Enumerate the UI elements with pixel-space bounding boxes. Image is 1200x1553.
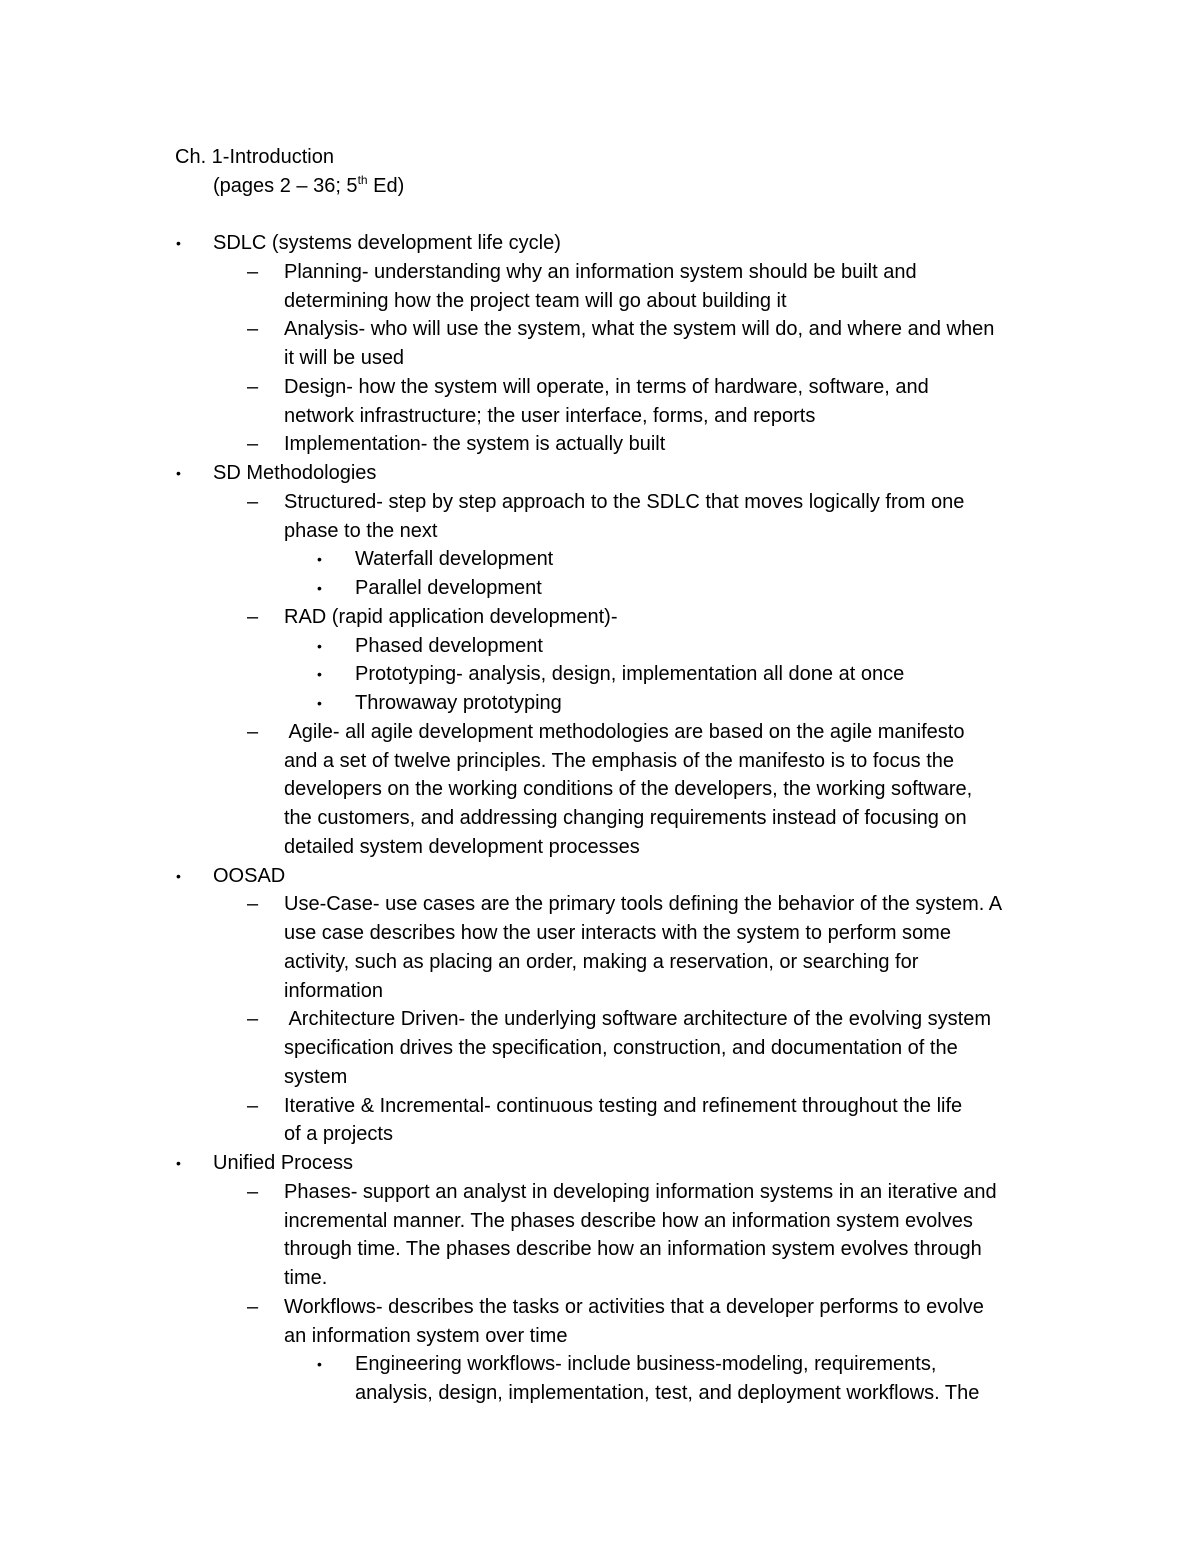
outline-text: Unified Process xyxy=(213,1152,354,1174)
outline-text: of a projects xyxy=(284,1123,393,1146)
outline-line xyxy=(0,977,1200,1006)
outline-line xyxy=(0,747,1200,776)
outline-line xyxy=(0,718,1200,747)
dash-marker: – xyxy=(247,260,259,283)
outline-line xyxy=(0,1063,1200,1092)
outline-text: Throwaway prototyping xyxy=(355,692,562,714)
dash-marker: – xyxy=(247,1094,259,1117)
outline-text: activity, such as placing an order, making a reservation, or searching for xyxy=(284,950,919,973)
outline-line xyxy=(0,804,1200,833)
outline-line xyxy=(0,287,1200,316)
outline-line xyxy=(0,1092,1200,1121)
outline-text: Architecture Driven- the underlying software architecture of the evolving system xyxy=(284,1008,991,1031)
outline-text: Engineering workflows- include business-modeling, requirements, xyxy=(355,1353,937,1376)
bullet-marker: • xyxy=(176,867,181,884)
bullet-marker: • xyxy=(176,235,181,251)
outline-line xyxy=(0,1149,1200,1178)
outline-text: RAD (rapid application development)- xyxy=(284,605,618,628)
outline-line xyxy=(0,1178,1200,1207)
outline-text: detailed system development processes xyxy=(284,835,640,858)
outline-text: use case describes how the user interacts with the system to perform some xyxy=(284,922,951,944)
outline-line xyxy=(0,1005,1200,1034)
bullet-marker: • xyxy=(317,580,322,596)
bullet-marker: • xyxy=(317,637,322,654)
outline-text: developers on the working conditions of the developers, the working software, xyxy=(284,778,973,801)
subtitle-text: (pages 2 – 36; 5 xyxy=(213,175,358,197)
bullet-marker: • xyxy=(317,666,322,683)
outline-line xyxy=(0,775,1200,804)
outline-text: Planning- understanding why an information system should be built and xyxy=(284,260,917,283)
dash-marker: – xyxy=(247,375,259,398)
document-title: Ch. 1-Introduction xyxy=(175,146,334,168)
outline-line xyxy=(0,660,1200,689)
dash-marker: – xyxy=(247,605,259,628)
outline-text: SDLC (systems development life cycle) xyxy=(213,232,561,254)
outline-text: through time. The phases describe how an information system evolves through xyxy=(284,1238,982,1261)
outline-line xyxy=(0,1293,1200,1322)
outline-line xyxy=(0,833,1200,862)
outline-line xyxy=(0,344,1200,373)
outline-line xyxy=(0,948,1200,977)
outline-text: Analysis- who will use the system, what the system will do, and where and when xyxy=(284,318,995,341)
outline-line xyxy=(0,1322,1200,1351)
outline-line xyxy=(0,603,1200,632)
outline-text: Implementation- the system is actually built xyxy=(284,433,666,456)
dash-marker: – xyxy=(247,893,259,916)
subtitle-edition: Ed) xyxy=(367,175,405,197)
bullet-marker: • xyxy=(317,1356,322,1373)
dash-marker: – xyxy=(247,318,259,341)
outline-line xyxy=(0,430,1200,459)
outline-text: an information system over time xyxy=(284,1324,568,1347)
outline-text: determining how the project team will go about building it xyxy=(284,289,787,312)
document-subtitle xyxy=(213,172,404,201)
outline-line xyxy=(0,1264,1200,1293)
outline-text: system xyxy=(284,1065,348,1088)
outline-text: and a set of twelve principles. The emphasis of the manifesto is to focus the xyxy=(284,749,954,772)
outline-line xyxy=(0,1207,1200,1236)
outline-text: it will be used xyxy=(284,347,405,369)
outline-line xyxy=(0,315,1200,344)
outline-text: Structured- step by step approach to the SDLC that moves logically from one xyxy=(284,490,965,513)
outline-text: Phases- support an analyst in developing information systems in an iterative and xyxy=(284,1180,997,1203)
outline-line xyxy=(0,1350,1200,1379)
outline-line xyxy=(0,890,1200,919)
bullet-marker: • xyxy=(176,465,181,481)
outline-text: information xyxy=(284,979,383,1002)
outline-line xyxy=(0,1235,1200,1264)
outline-text: specification drives the specification, construction, and documentation of the xyxy=(284,1037,958,1059)
outline-text: incremental manner. The phases describe how an information system evolves xyxy=(284,1209,973,1232)
outline-text: Design- how the system will operate, in terms of hardware, software, and xyxy=(284,375,929,398)
outline-text: OOSAD xyxy=(213,864,286,887)
outline-line xyxy=(0,919,1200,948)
outline-line xyxy=(0,488,1200,517)
outline-text: Workflows- describes the tasks or activities that a developer performs to evolve xyxy=(284,1295,984,1318)
outline-text: phase to the next xyxy=(284,519,438,542)
outline-line xyxy=(0,1120,1200,1149)
outline-line xyxy=(0,229,1200,258)
outline-text: Waterfall development xyxy=(355,548,554,571)
outline-line xyxy=(0,1379,1200,1408)
outline-line xyxy=(0,258,1200,287)
bullet-marker: • xyxy=(317,695,322,711)
dash-marker: – xyxy=(247,1295,259,1318)
dash-marker: – xyxy=(247,1180,259,1203)
dash-marker: – xyxy=(247,490,259,513)
outline-line xyxy=(0,459,1200,488)
dash-marker: – xyxy=(247,433,259,456)
outline-line xyxy=(0,517,1200,546)
outline-text: network infrastructure; the user interface, forms, and reports xyxy=(284,404,816,427)
outline-line xyxy=(0,689,1200,718)
outline-text: Agile- all agile development methodologies are based on the agile manifesto xyxy=(284,720,965,743)
outline-text: time. xyxy=(284,1267,328,1289)
outline-line xyxy=(0,632,1200,661)
outline-line xyxy=(0,574,1200,603)
outline-text: Prototyping- analysis, design, implementation all done at once xyxy=(355,663,905,686)
outline-line xyxy=(0,545,1200,574)
outline-line xyxy=(0,373,1200,402)
outline-line xyxy=(0,1034,1200,1063)
outline-text: Parallel development xyxy=(355,577,542,599)
outline-list xyxy=(0,229,1200,1408)
outline-text: the customers, and addressing changing requirements instead of focusing on xyxy=(284,807,967,829)
outline-text: SD Methodologies xyxy=(213,462,377,484)
outline-text: analysis, design, implementation, test, and deployment workflows. The xyxy=(355,1382,980,1404)
bullet-marker: • xyxy=(317,551,322,568)
outline-text: Iterative & Incremental- continuous testing and refinement throughout the life xyxy=(284,1094,963,1117)
dash-marker: – xyxy=(247,720,259,743)
bullet-marker: • xyxy=(176,1155,181,1171)
outline-text: Use-Case- use cases are the primary tools defining the behavior of the system. A xyxy=(284,893,1003,916)
outline-line xyxy=(0,862,1200,891)
outline-text: Phased development xyxy=(355,634,543,657)
subtitle-superscript: th xyxy=(357,173,368,187)
dash-marker: – xyxy=(247,1008,259,1031)
outline-line xyxy=(0,402,1200,431)
